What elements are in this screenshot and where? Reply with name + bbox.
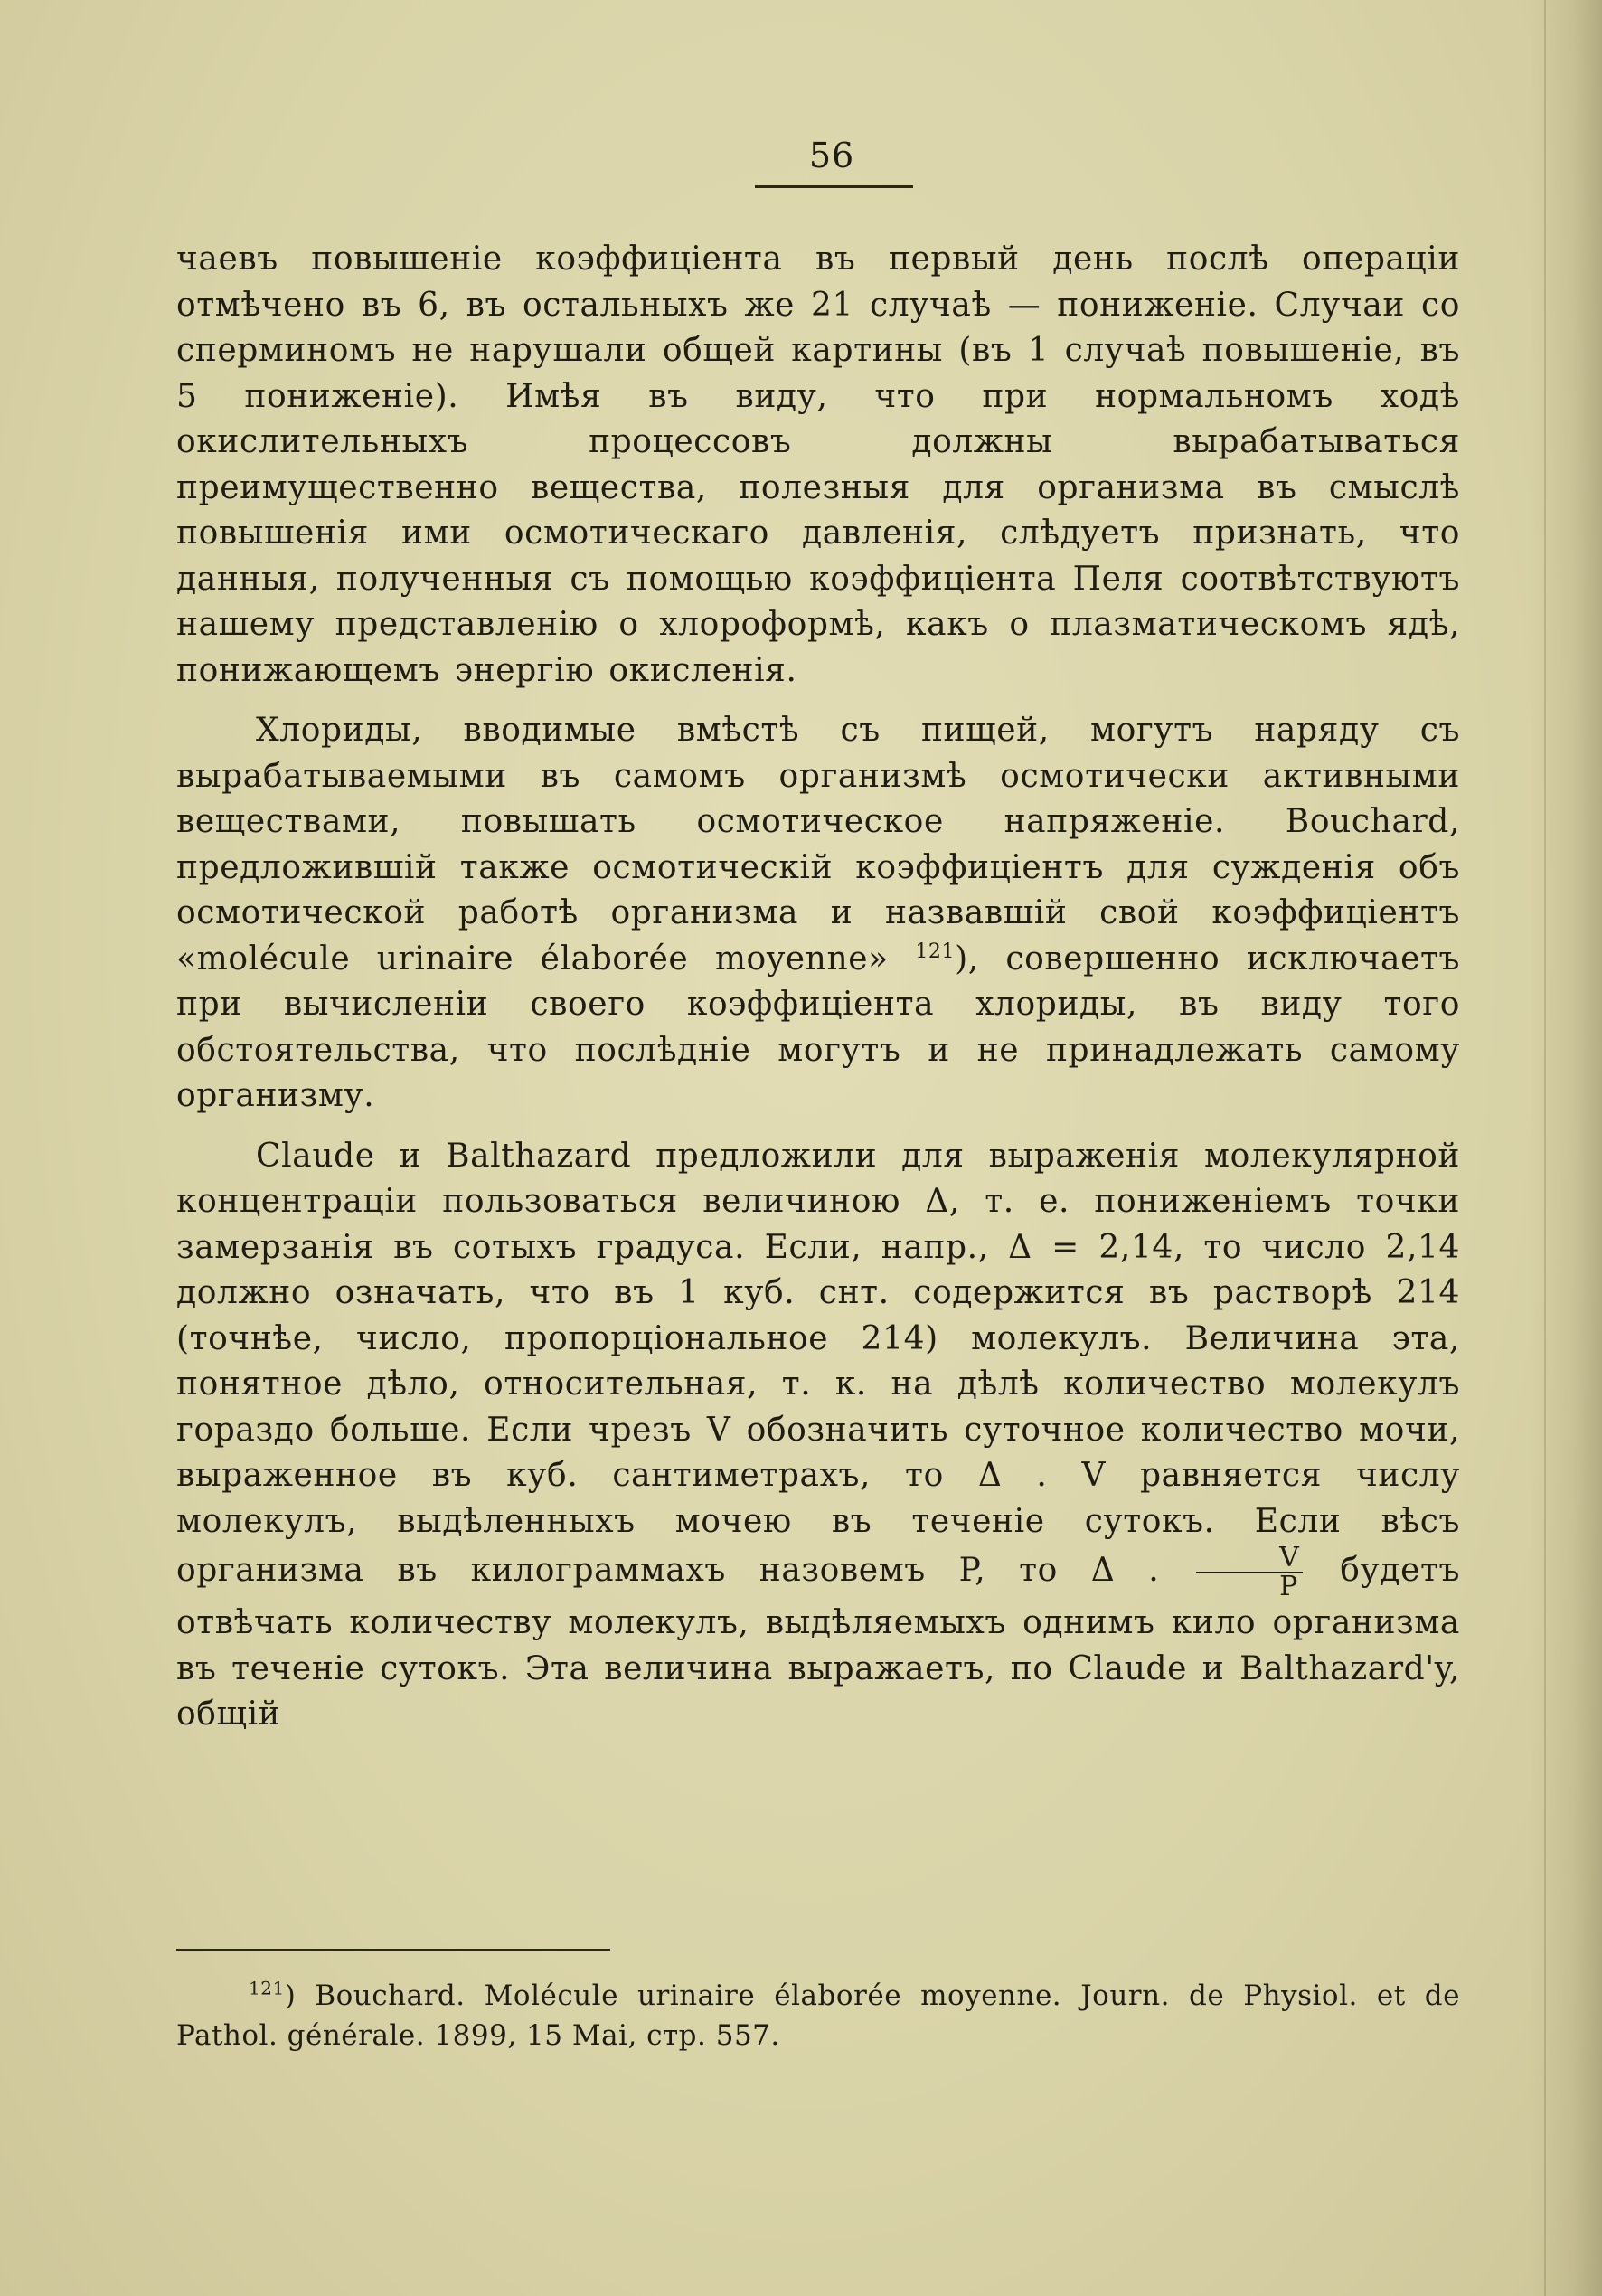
footnote-rule — [176, 1949, 610, 1951]
page-edge-shadow — [1530, 0, 1602, 2296]
fraction-numerator: V — [1196, 1545, 1303, 1573]
fraction-denominator: P — [1279, 1571, 1298, 1602]
footnote-number: 121 — [249, 1977, 285, 1999]
header-rule — [755, 185, 913, 188]
footnote-reference: 121 — [915, 940, 956, 963]
paragraph-3-text-after-fraction: будетъ отвѣчать количеству молекулъ, выдѣляемыхъ однимъ кило организма въ теченіе сутокъ. Эта величина выражаетъ, по Claude и Balthazard'y, общій — [176, 1552, 1460, 1733]
fraction-v-over-p — [1196, 1542, 1303, 1602]
footnote-text: ) Bouchard. Molécule urinaire élaborée moyenne. Journ. de Physiol. et de Pathol. générale. 1899, 15 Mai, стр. 557. — [176, 1979, 1460, 2052]
paragraph-2-text-after-ref: ), совершенно исключаетъ при вычисленіи своего коэффиціента хлориды, въ виду того обстоятельства, что послѣдніе могутъ и не принадлежать самому организму. — [176, 940, 1461, 1114]
paragraph-1: чаевъ повышеніе коэффиціента въ первый день послѣ операціи отмѣчено въ 6, въ остальныхъ же 21 случаѣ — пониженіе. Случаи со сперминомъ не нарушали общей картины (въ 1 случаѣ повышеніе, въ 5 пониженіе). Имѣя въ виду, что при нормальномъ ходѣ окислительныхъ процессовъ должны вырабатываться преимущественно вещества, полезныя для организма въ смыслѣ повышенія ими осмотическаго давленія, слѣдуетъ признать, что данныя, полученныя съ помощью коэффиціента Пеля соотвѣтствуютъ нашему представленію о хлороформѣ, какъ о плазматическомъ ядѣ, понижающемъ энергію окисленія. — [176, 241, 1460, 689]
page-edge-line — [1544, 0, 1546, 2296]
paragraph-2 — [176, 708, 1460, 1120]
paragraph-2-text-before-ref: Хлориды, вводимые вмѣстѣ съ пищей, могутъ наряду съ вырабатываемыми въ самомъ организмѣ осмотически активными веществами, повышать осмотическое напряженіе. Bouchard, предложившій также осмотическій коэффиціентъ для сужденія объ осмотической работѣ организма и назвавшій свой коэффиціентъ «molécule urinaire élaborée moyenne» — [176, 712, 1460, 978]
body-text — [176, 237, 1460, 1738]
paragraph-3 — [176, 1134, 1460, 1738]
paragraph-3-text-before-fraction: Claude и Balthazard предложили для выраженія молекулярной концентраціи пользоваться величиною Δ, т. е. пониженіемъ точки замерзанія въ сотыхъ градуса. Если, напр., Δ = 2,14, то число 2,14 должно означать, что въ 1 куб. снт. содержится въ растворѣ 214 (точнѣе, число, пропорціональное 214) молекулъ. Величина эта, понятное дѣло, относительная, т. к. на дѣлѣ количество молекулъ гораздо больше. Если чрезъ V обозначить суточное количество мочи, выраженное въ куб. сантиметрахъ, то Δ . V равняется числу молекулъ, выдѣленныхъ мочею въ теченіе сутокъ. Если вѣсъ организма въ килограммахъ назовемъ P, то Δ . — [176, 1137, 1460, 1589]
page-number: 56 — [808, 136, 855, 175]
footnote — [176, 1976, 1460, 2055]
